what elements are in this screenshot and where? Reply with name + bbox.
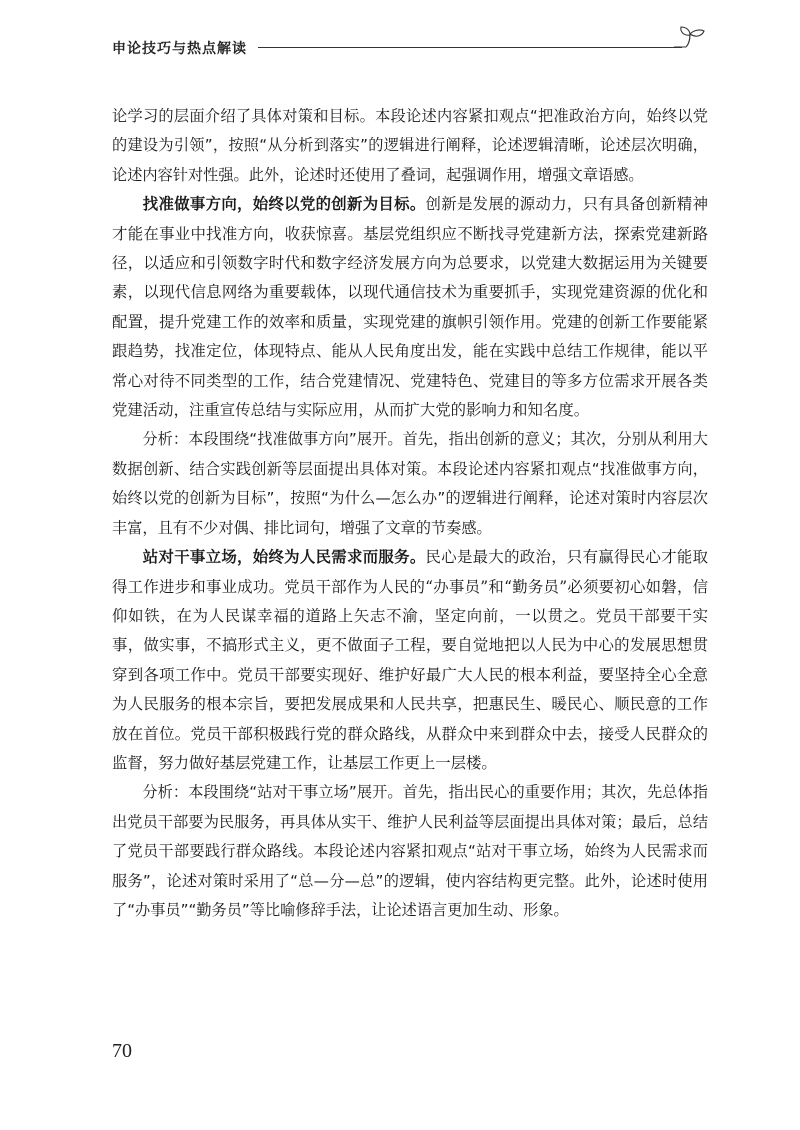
page-number: 70 — [112, 1040, 132, 1062]
sprout-icon — [672, 22, 708, 52]
header-title: 申论技巧与热点解读 — [112, 41, 247, 57]
header-rule — [258, 47, 682, 48]
paragraph-analysis-1 — [112, 425, 708, 543]
paragraph-lead: 站对干事立场，始终为人民需求而服务。 — [142, 548, 426, 567]
paragraph-text: 分析：本段围绕“找准做事方向”展开。首先，指出创新的意义；其次，分别从利用大数据创新、结合实践创新等层面提出具体对策。本段论述内容紧扣观点“找准做事方向，始终以党的创新为目标”，按照“为什么—怎么办”的逻辑进行阐释，论述对策时内容层次丰富，且有不少对偶、排比词句，增强了文章的节奏感。 — [112, 430, 708, 537]
paragraph-text: 创新是发展的源动力，只有具备创新精神才能在事业中找准方向，收获惊喜。基层党组织应不断找寻党建新方法，探索党建新路径，以适应和引领数字时代和数字经济发展方向为总要求，以党建大数据运用为关键要素，以现代信息网络为重要载体，以现代通信技术为重要抓手，实现党建资源的优化和配置，提升党建工作的效率和质量，实现党建的旗帜引领作用。党建的创新工作要能紧跟趋势，找准定位，体现特点、能从人民角度出发，能在实践中总结工作规律，能以平常心对待不同类型的工作，结合党建情况、党建特色、党建目的等多方位需求开展各类党建活动，注重宣传总结与实际应用，从而扩大党的影响力和知名度。 — [112, 195, 708, 420]
running-header — [0, 0, 800, 70]
paragraph-stand-position — [112, 543, 708, 778]
paragraph-text: 分析：本段围绕“站对干事立场”展开。首先，指出民心的重要作用；其次，先总体指出党员干部要为民服务，再具体从实干、维护人民利益等层面提出具体对策；最后，总结了党员干部要践行群众路线。本段论述内容紧扣观点“站对干事立场，始终为人民需求而服务”，论述对策时采用了“总—分—总”的逻辑，使内容结构更完整。此外，论述时使用了“办事员”“勤务员”等比喻修辞手法，让论述语言更加生动、形象。 — [112, 783, 708, 919]
paragraph-text: 论学习的层面介绍了具体对策和目标。本段论述内容紧扣观点“把准政治方向，始终以党的建设为引领”，按照“从分析到落实”的逻辑进行阐释，论述逻辑清晰，论述层次明确，论述内容针对性强。此外，论述时还使用了叠词，起强调作用，增强文章语感。 — [112, 107, 708, 184]
paragraph-continuation — [112, 102, 708, 190]
paragraph-text: 民心是最大的政治，只有赢得民心才能取得工作进步和事业成功。党员干部作为人民的“办事员”和“勤务员”必须要初心如磐，信仰如铁，在为人民谋幸福的道路上矢志不渝，坚定向前，一以贯之。党员干部要干实事，做实事，不搞形式主义，更不做面子工程，要自觉地把以人民为中心的发展思想贯穿到各项工作中。党员干部要实现好、维护好最广大人民的根本利益，要坚持全心全意为人民服务的根本宗旨，要把发展成果和人民共享，把惠民生、暖民心、顺民意的工作放在首位。党员干部积极践行党的群众路线，从群众中来到群众中去，接受人民群众的监督，努力做好基层党建工作，让基层工作更上一层楼。 — [112, 548, 708, 772]
paragraph-find-direction — [112, 190, 708, 425]
paragraph-analysis-2 — [112, 778, 708, 925]
main-text — [112, 102, 708, 925]
paragraph-lead: 找准做事方向，始终以党的创新为目标。 — [142, 195, 426, 214]
